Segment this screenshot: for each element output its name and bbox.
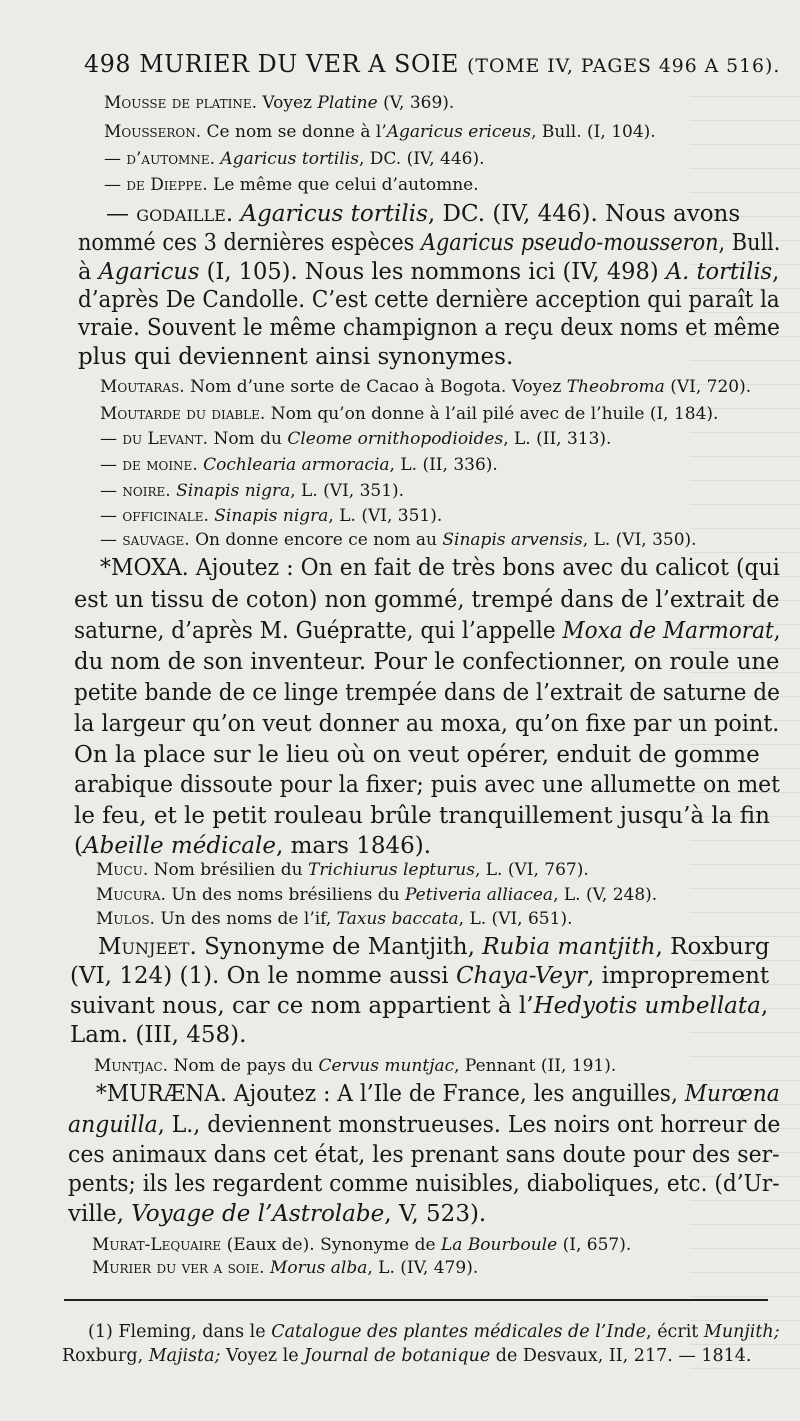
paragraph-line <box>68 1142 780 1168</box>
entry-term: Mousseron. <box>104 122 202 142</box>
footnote-line <box>62 1346 752 1366</box>
text-run: du nom de son inventeur. Pour le confectionner, on roule une <box>74 649 780 675</box>
text-run: Voyez <box>262 93 318 113</box>
text-run: , <box>772 259 780 285</box>
text-run: saturne, d’après M. Guépratte, qui l’appelle <box>74 618 563 644</box>
paragraph-line <box>78 315 780 341</box>
text-run: Agaricus tortilis <box>220 149 359 169</box>
entry <box>96 909 572 929</box>
text-run: Nom brésilien du <box>153 860 309 880</box>
text-run: , L. (VI, 351). <box>290 481 405 501</box>
paragraph-line <box>68 1112 780 1138</box>
text-run: Cleome ornithopodioides <box>287 429 504 449</box>
text-run: Munjith; <box>703 1322 780 1342</box>
entry-term: — du Levant. <box>100 429 209 449</box>
paragraph-line <box>100 555 780 581</box>
text-run: , Pennant (II, 191). <box>454 1056 617 1076</box>
text-run: , L. (II, 336). <box>389 455 498 475</box>
text-run: le feu, et le petit rouleau brûle tranquillement jusqu’à la fin <box>74 803 770 829</box>
text-run: anguilla <box>68 1112 158 1138</box>
paragraph-line <box>78 287 780 313</box>
paragraph-line <box>70 1022 246 1048</box>
entry <box>104 175 479 195</box>
text-run: Platine <box>317 93 378 113</box>
text-run: On la place sur le lieu où on veut opérer, enduit de gomme <box>74 742 760 768</box>
paragraph-line <box>78 230 780 256</box>
paragraph-line <box>74 833 431 859</box>
paragraph-line <box>74 742 760 768</box>
text-run: Cochlearia armoracia <box>203 455 390 475</box>
text-run: Agaricus pseudo-mousseron <box>420 230 719 256</box>
entry <box>104 122 656 142</box>
text-run: Sinapis arvensis <box>442 530 583 550</box>
entry-term: Mucura. <box>96 885 166 905</box>
text-run: Munjeet. <box>98 934 197 960</box>
text-run: , L. (VI, 350). <box>582 530 697 550</box>
text-run: de Desvaux, II, 217. — 1814. <box>490 1346 752 1366</box>
entry <box>96 885 657 905</box>
text-run: Nom d’une sorte de Cacao à Bogota. Voyez <box>190 377 567 397</box>
text-run: Voyez le <box>220 1346 305 1366</box>
text-run: ces animaux dans cet état, les prenant sans doute pour des ser- <box>68 1142 780 1168</box>
entry-term: — de moine. <box>100 455 198 475</box>
text-run: plus qui deviennent ainsi synonymes. <box>78 344 514 370</box>
paragraph-line <box>78 344 513 370</box>
text-run: (VI, 720). <box>664 377 752 397</box>
entry <box>100 429 611 449</box>
paragraph-line <box>78 259 779 285</box>
text-run: (I, 657). <box>557 1235 632 1255</box>
text-run: , L. (II, 313). <box>503 429 612 449</box>
text-run: la largeur qu’on veut donner au moxa, qu’on fixe par un point. <box>74 711 780 737</box>
text-run: Voyage de l’Astrolabe <box>131 1201 385 1227</box>
text-run: à <box>78 259 99 285</box>
text-run: , V, 523). <box>384 1201 487 1227</box>
paragraph-line <box>106 201 740 227</box>
entry-term: Moutarde du diable. <box>100 404 266 424</box>
entry-term: Muntjac. <box>94 1056 169 1076</box>
text-run: Cervus muntjac <box>318 1056 455 1076</box>
text-run: On donne encore ce nom au <box>195 530 443 550</box>
paragraph-line <box>74 618 781 644</box>
text-run: , Bull. (I, 104). <box>531 122 656 142</box>
text-run: , L. (IV, 479). <box>367 1258 479 1278</box>
text-run: petite bande de ce linge trempée dans de l’extrait de saturne de <box>74 680 780 706</box>
text-run: pents; ils les regardent comme nuisibles, diaboliques, etc. (d’Ur- <box>68 1171 780 1197</box>
text-run: , Bull. <box>718 230 781 256</box>
text-run: est un tissu de coton) non gommé, trempé dans de l’extrait de <box>74 587 780 613</box>
entry <box>94 1056 616 1076</box>
text-run: La Bourboule <box>440 1235 558 1255</box>
text-run: , écrit <box>646 1322 704 1342</box>
paragraph-line <box>68 1201 486 1227</box>
text-run: *MOXA. Ajoutez : On en fait de très bons avec du calicot (qui <box>100 555 780 581</box>
text-run: Ce nom se donne à l’ <box>206 122 387 142</box>
text-run: , improprement <box>586 963 770 989</box>
text-run: ville, <box>68 1201 132 1227</box>
text-run: , L. (V, 248). <box>553 885 658 905</box>
text-run: vraie. Souvent le même champignon a reçu deux noms et même <box>78 315 780 341</box>
paragraph-line <box>74 680 780 706</box>
text-run: Rubia mantjith <box>482 934 656 960</box>
text-run: Nom du <box>213 429 288 449</box>
text-run: Majista; <box>148 1346 221 1366</box>
entry <box>100 404 718 424</box>
text-run: Murœna <box>684 1081 780 1107</box>
entry <box>104 149 485 169</box>
footnote-line <box>88 1322 780 1342</box>
text-run: Nom qu’on donne à l’ail pilé avec de l’huile (I, 184). <box>270 404 719 424</box>
text-run: Un des noms de l’if, <box>160 909 337 929</box>
text-run: Petiveria alliacea <box>405 885 554 905</box>
text-run: Morus alba <box>269 1258 368 1278</box>
text-run: , L. (VI, 767). <box>474 860 589 880</box>
paragraph-line <box>74 711 779 737</box>
paragraph-line <box>70 963 769 989</box>
paragraph-line <box>74 649 780 675</box>
entry-term: — sauvage. <box>100 530 190 550</box>
text-run: nommé ces 3 dernières espèces <box>78 230 421 256</box>
entry-term: — d’automne. <box>104 149 216 169</box>
paragraph-line <box>74 772 780 798</box>
entry-term: — officinale. <box>100 506 209 526</box>
text-run: , Roxburg <box>655 934 770 960</box>
entry <box>92 1235 631 1255</box>
entry-term: — noire. <box>100 481 171 501</box>
text-run: arabique dissoute pour la fixer; puis avec une allumette on met <box>74 772 781 798</box>
text-run: Journal de botanique <box>304 1346 491 1366</box>
text-run: Agaricus <box>98 259 200 285</box>
entry-term: Mousse de platine. <box>104 93 257 113</box>
paragraph-line <box>70 993 768 1019</box>
entry-term: Murat-Lequaire <box>92 1235 222 1255</box>
entry-term: Moutaras. <box>100 377 185 397</box>
text-run: Chaya-Veyr <box>455 963 587 989</box>
text-run: (Eaux de). Synonyme de <box>226 1235 441 1255</box>
text-run: , L. (VI, 651). <box>458 909 573 929</box>
entry <box>100 455 498 475</box>
text-run: , DC. (IV, 446). Nous avons <box>427 201 741 227</box>
entry <box>100 377 751 397</box>
text-run: — godaille. <box>106 201 234 227</box>
paragraph-line <box>74 587 779 613</box>
entry-term: — de Dieppe. <box>104 175 208 195</box>
entry <box>100 506 442 526</box>
text-run: Sinapis nigra <box>176 481 291 501</box>
text-run: ( <box>74 833 83 859</box>
text-run: suivant nous, car ce nom appartient à l’ <box>70 993 534 1019</box>
entry-term: Mulos. <box>96 909 155 929</box>
text-run: Sinapis nigra <box>214 506 329 526</box>
header-title: MURIER DU VER A SOIE <box>139 50 459 78</box>
entry <box>100 481 404 501</box>
text-run: , L. (VI, 351). <box>328 506 443 526</box>
text-run: , <box>773 618 781 644</box>
header-ref: (TOME IV, PAGES 496 A 516). <box>467 55 781 77</box>
text-run: (VI, 124) (1). On le nomme aussi <box>70 963 456 989</box>
entry-term: Murier du ver a soie. <box>92 1258 265 1278</box>
entry <box>92 1258 478 1278</box>
text-run: (1) Fleming, dans le <box>88 1322 272 1342</box>
text-run: , mars 1846). <box>275 833 432 859</box>
entry-term: Mucu. <box>96 860 149 880</box>
text-run: Roxburg, <box>62 1346 149 1366</box>
text-run: Nom de pays du <box>173 1056 319 1076</box>
text-run: Abeille médicale <box>82 833 276 859</box>
text-run: (V, 369). <box>377 93 455 113</box>
text-run: *MURÆNA. Ajoutez : A l’Ile de France, les anguilles, <box>96 1081 685 1107</box>
paragraph-line <box>98 934 770 960</box>
text-run: Agaricus tortilis <box>240 201 428 227</box>
text-run: , L., deviennent monstrueuses. Les noirs ont horreur de <box>157 1112 781 1138</box>
text-run: Catalogue des plantes médicales de l’Inde <box>271 1322 647 1342</box>
text-run: (I, 105). Nous les nommons ici (IV, 498) <box>199 259 666 285</box>
text-run: Un des noms brésiliens du <box>171 885 405 905</box>
text-run: A. tortilis <box>665 259 773 285</box>
footnote-rule <box>64 1299 768 1301</box>
text-run: Le même que celui d’automne. <box>213 175 479 195</box>
text-run: Synonyme de Mantjith, <box>196 934 483 960</box>
text-run: Hedyotis umbellata <box>533 993 761 1019</box>
entry <box>104 93 454 113</box>
text-run: Moxa de Marmorat <box>562 618 774 644</box>
paragraph-line <box>68 1171 780 1197</box>
page-number: 498 <box>84 50 132 78</box>
paragraph-line <box>96 1081 780 1107</box>
text-run: Trichiurus lepturus <box>308 860 475 880</box>
text-run: d’après De Candolle. C’est cette dernière acception qui paraît la <box>78 287 780 313</box>
text-run: Taxus baccata <box>336 909 459 929</box>
page-header <box>84 50 781 78</box>
entry <box>96 860 589 880</box>
text-run: Agaricus ericeus <box>386 122 532 142</box>
text-run: Lam. (III, 458). <box>70 1022 247 1048</box>
text-run: , DC. (IV, 446). <box>358 149 485 169</box>
entry <box>100 530 697 550</box>
text-run: Theobroma <box>566 377 665 397</box>
paragraph-line <box>74 803 770 829</box>
text-run: , <box>760 993 769 1019</box>
